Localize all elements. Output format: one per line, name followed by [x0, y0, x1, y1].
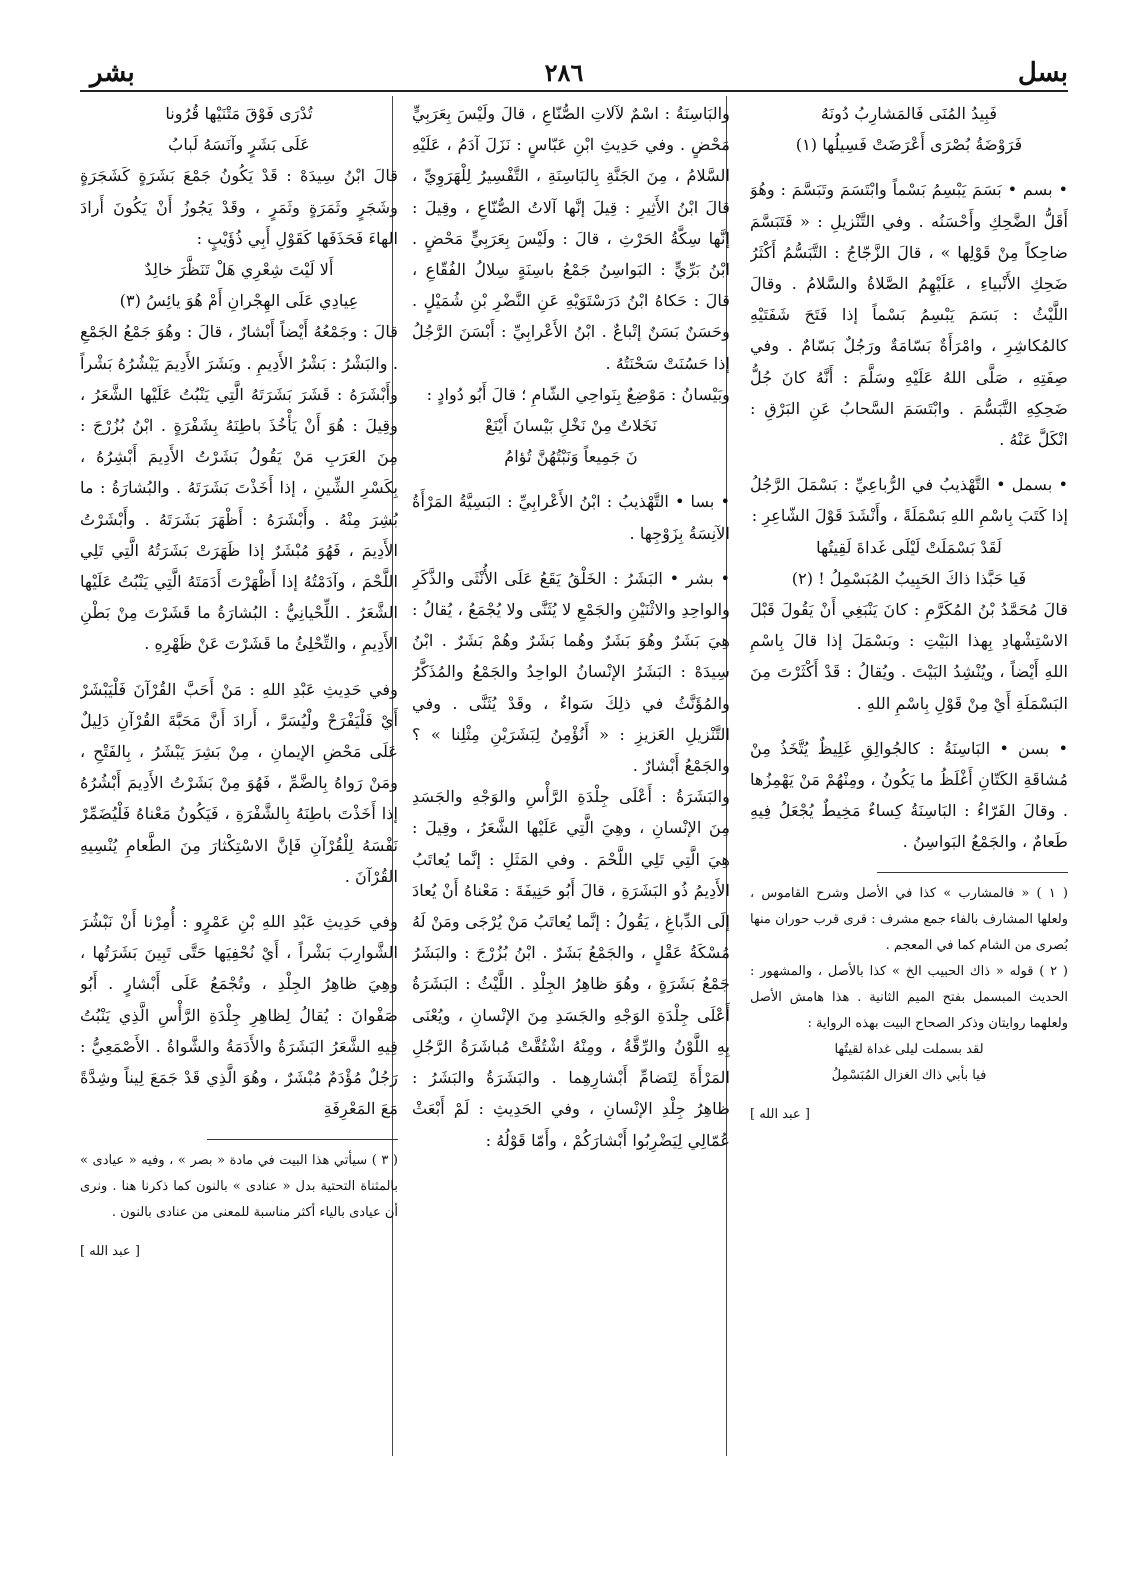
verse-line: فَرَوْضَةُ بُصْرَى أَعْرَضَتْ فَسِيلُها (١): [795, 135, 1023, 155]
footnote: ( ٣ ) سيأتي هذا البيت في مادة « بصر » ، وفيه « عيادى » بالمثناة التحتية بدل « عنادى » بالنون كما ذكرنا هنا . ونرى أن عيادى بالياء أكثر مناسبة للمعنى من عنادى بالنون .: [80, 1152, 398, 1220]
editor-signoff: [ عبد الله ]: [750, 1106, 810, 1122]
column-left: [80, 98, 398, 1458]
paragraph: والبَشَرَةُ : أَعْلَى جِلْدَةِ الرَّأْسِ والوَجْهِ والجَسَدِ مِنَ الإنْسانِ ، وهِيَ الَّتِي عَلَيْها الشَّعَرُ ، وقِيلَ : هِيَ الَّتِي تَلِي اللَّحْمَ . وفي المَثَلِ : إنَّما يُعاتَبُ الأَدِيمُ ذُو البَشَرَةِ ، قالَ أَبُو حَنِيفَةَ : مَعْناهُ أَنْ يُعادَ إلَى الدِّباغِ ، يَقُولُ : إنَّما يُعاتَبُ مَنْ يُرْجَى ومَنْ لَهُ مُسْكَةُ عَقْلٍ ، والجَمْعُ بَشَرٌ . ابْنُ بُزُرْجَ : والبَشَرُ جَمْعُ بَشَرَةٍ ، وهُوَ ظاهِرُ الجِلْدِ . اللَّيْثُ : البَشَرَةُ أَعْلَى جِلْدَةِ الوَجْهِ والجَسَدِ مِنَ الإنْسانِ ، ويُعْنَى بِهِ اللَّوْنُ والرِّقَّةُ ، ومِنْهُ اشْتُقَّتْ مُباشَرَةُ الرَّجُلِ المَرْأَةَ لِتَضامِّ أَبْشارِهِما . والبَشَرَةُ والبَشَرُ : ظاهِرُ جِلْدِ الإنْسانِ ، وفي الحَدِيثِ : لَمْ أَبْعَثْ عُمّالِي لِيَضْرِبُوا أَبْشارَكُمْ ، وأَمّا قَوْلُهُ :: [412, 787, 730, 1150]
page-number: ٢٨٦: [544, 58, 584, 87]
entry-bashar: • بشر • البَشَرُ : الخَلْقُ يَقَعُ عَلَى الأُنْثَى والذَّكَرِ والواحِدِ والاثْنَيْنِ والجَمْعِ لا يُثَنَّى ولا يُجْمَعُ ، يُقالُ : هِيَ بَشَرٌ وهُوَ بَشَرٌ وهُما بَشَرٌ وهُمْ بَشَرٌ . ابْنُ سِيدَهْ : البَشَرُ الإنْسانُ الواحِدُ والجَمْعُ والمُذَكَّرُ والمُؤَنَّثُ في ذلِكَ سَواءٌ ، وقَدْ يُثَنَّى . وفي التَّنْزيلِ العَزيزِ : « أَنُؤْمِنُ لِبَشَرَيْنِ مِثْلِنا » ؟ والجَمْعُ أَبْشارٌ .: [412, 568, 730, 776]
footnote: ( ٢ ) قوله « ذاك الحبيب الخ » كذا بالأصل ، والمشهور : الحديث المبسمل بفتح الميم الثانية . هذا هامش الأصل ولعلهما روايتان وذكر الصحاح البيت بهذه الرواية :: [750, 963, 1068, 1031]
column-right: [750, 98, 1068, 1458]
editor-signoff: [ عبد الله ]: [80, 1243, 140, 1259]
paragraph: قالَ ابْنُ سِيدَهْ : قَدْ يَكُونُ جَمْعَ بَشَرَةٍ كَشَجَرَةٍ وشَجَرٍ وثَمَرَةٍ وثَمَرٍ ، وقَدْ يَجُوزُ أَنْ يَكُونَ أَرادَ الهاءَ فَحَذَفَها كَقَوْلِ أَبِي ذُؤَيْبٍ :: [80, 166, 398, 248]
verse-line: نَخَلاتٌ مِنْ نَخْلِ بَيْسانَ أَيْنَعْ: [485, 416, 657, 436]
header-right-word: بسل: [1017, 58, 1068, 88]
verse-line: فَبِيدُ المُنَى فَالمَشارِبُ دُونَهُ: [820, 104, 998, 123]
entry-basn: • بسن • البَاسِنَةُ : كالجُوالِقِ غَلِيظٌ يُتَّخَذُ مِنْ مُشاقَةِ الكَتّانِ أَغْلَظُ ما يَكُونُ ، ومِنْهُمْ مَنْ يَهْمِزُها . وقالَ الفَرّاءُ : البَاسِنَةُ كِساءٌ مَخِيطٌ يُجْعَلُ فِيهِ طَعامٌ ، والجَمْعُ البَواسِنُ .: [750, 738, 1068, 852]
footnote-rule: [207, 1139, 398, 1140]
footnote: ( ١ ) « فالمشارب » كذا في الأصل وشرح القاموس ، ولعلها المشارف بالفاء جمع مشرف : قرى قرب حوران منها بُصرى من الشام كما في المعجم .: [750, 885, 1068, 953]
footnote-verse: فيا بأبي ذاك الغزال المُبَسْمِلُ: [831, 1067, 987, 1083]
footnote-rule: [877, 872, 1068, 873]
verse-line: نَ جَمِيعاً وَنَبْتُهُنَّ تُؤامُ: [504, 447, 638, 467]
verse-line: لَقَدْ بَسْمَلَتْ لَيْلَى غَداةَ لَقِيتُها: [816, 537, 1002, 557]
verse-line: أَلا لَيْتَ شِعْرِي هَلْ تَنَظَّرَ خالِدٌ: [144, 260, 334, 280]
verse-line: عَلَى بَشَرٍ وآنَسَهُ لَبابُ: [168, 135, 310, 155]
paragraph: وفي حَدِيثِ عَبْدِ اللهِ : مَنْ أَحَبَّ القُرْآنَ فَلْيَبْشَرْ أَيْ فَلْيَفْرَحْ ولْيُسَرَّ ، أَرادَ أَنَّ مَحَبَّةَ القُرْآنِ دَلِيلٌ عَلَى مَحْضِ الإيمانِ ، مِنْ بَشِرَ يَبْشَرُ ، بِالفَتْحِ ، ومَنْ رَواهُ بِالضَّمِّ ، فَهُوَ مِنْ بَشَرْتُ الأَدِيمَ أَبْشُرُهُ إذا أَخَذْتَ باطِنَهُ بِالشَّفْرَةِ ، فَيَكُونُ مَعْناهُ فَلْيُضَمِّرْ نَفْسَهُ لِلْقُرْآنِ فَإنَّ الاسْتِكْثارَ مِنَ الطَّعامِ يُنْسِيهِ القُرْآنَ .: [80, 679, 398, 886]
paragraph: والبَاسِنَةُ : اسْمٌ لآلاتِ الصُّنّاعِ ، قالَ ولَيْسَ بِعَرَبِيٍّ مَحْضٍ . وفي حَدِيثِ ابْنِ عَبّاسٍ : نَزَلَ آدَمُ ، عَلَيْهِ السَّلامُ ، مِنَ الجَنَّةِ بِالبَاسِنَةِ ، التَّفْسِيرُ لِلْهَرَوِيِّ ، قالَ ابْنُ الأَثِيرِ : قِيلَ إنَّها آلاتُ الصُّنّاعِ ، وقِيلَ : إنَّها سِكَّةُ الحَرْثِ ، قالَ : ولَيْسَ بِعَرَبِيٍّ مَحْضٍ . ابْنُ بَرِّيٍّ : البَواسِنُ جَمْعُ باسِنَةٍ سِلالُ الفُقّاعِ ، قالَ : حَكاهُ ابْنُ دَرَسْتَوَيْهِ عَنِ النَّضْرِ بْنِ شُمَيْلٍ . وحَسَنٌ بَسَنٌ إتْباعٌ . ابْنُ الأَعْرابِيِّ : أَبْسَنَ الرَّجُلُ إذا حَسُنَتْ سَحْنَتُهُ .: [412, 104, 730, 373]
entry-basm: • بسم • بَسَمَ يَبْسِمُ بَسْماً وابْتَسَمَ وتَبَسَّمَ : وهُوَ أَقَلُّ الضَّحِكِ وأَحْسَنُه . وفي التَّنْزيلِ : « فَتَبَسَّمَ ضاحِكاً مِنْ قَوْلِها » ، قالَ الزَّجّاجُ : التَّبَسُّمُ أَكْثَرُ ضَحِكِ الأَنْبياءِ ، عَلَيْهِمُ الصَّلاةُ والسَّلامُ . وقالَ اللَّيْثُ : بَسَمَ يَبْسِمُ بَسْماً إذا فَتَحَ شَفَتَيْهِ كالمُكاشِرِ ، وامْرَأَةٌ بَسّامَةٌ ورَجُلٌ بَسّامٌ . وفي صِفَتِهِ ، صَلَّى اللهُ عَلَيْهِ وسَلَّمَ : أَنَّهُ كانَ جُلُّ ضَحِكِهِ التَّبَسُّمَ . وابْتَسَمَ السَّحابُ عَنِ البَرْقِ : انْكَلَّ عَنْهُ .: [750, 180, 1068, 450]
column-middle: [412, 98, 730, 1458]
paragraph: وفي حَدِيثِ عَبْدِ اللهِ بْنِ عَمْرٍو : أُمِرْنا أَنْ نَبْشُرَ الشَّوارِبَ بَشْراً ، أَيْ نُحْفِيَها حَتَّى تَبِينَ بَشَرَتُها ، وهِيَ ظاهِرُ الجِلْدِ ، وتُجْمَعُ عَلَى أَبْشارٍ . أَبُو صَفْوانَ : يُقالُ لِظاهِرِ جِلْدَةِ الرَّأْسِ الَّذِي يَنْبُتُ فِيهِ الشَّعَرُ البَشَرَةُ والأَدَمَةُ والشَّواةُ . الأَصْمَعِيُّ : رَجُلٌ مُؤْدَمٌ مُبْشَرٌ ، وهُوَ الَّذِي قَدْ جَمَعَ لِيناً وشِدَّةً مَعَ المَعْرِفَةِ: [80, 912, 398, 1119]
verse-line: تُدْرَى فَوْقَ مَتْنَيْها قُرُونا: [165, 104, 313, 123]
header-left-word: بشر: [90, 58, 135, 88]
entry-basa: • بسا • التَّهْذيبُ : ابْنُ الأَعْرابِيِّ : البَسِيَّةُ المَرْأَةُ الآنِسَةُ بِزَوْجِها .: [412, 492, 730, 543]
header-rule: [80, 90, 1068, 92]
footnote-verse: لقد بسملت ليلى غداة لقيتُها: [834, 1041, 984, 1057]
entry-basmal: • بسمل • التَّهْذيبُ في الرُّباعِيِّ : بَسْمَلَ الرَّجُلُ إذا كَتَبَ بِاسْمِ اللهِ بَسْمَلَةً ، وأَنْشَدَ قَوْلَ الشّاعِرِ :: [750, 475, 1068, 526]
paragraph: وبَيْسانُ : مَوْضِعٌ بِنَواحِي الشّامِ ؛ قالَ أَبُو دُوادٍ :: [426, 384, 730, 404]
paragraph: قالَ : وجَمْعُهُ أَيْضاً أَبْشارٌ ، قالَ : وهُوَ جَمْعُ الجَمْعِ . والبَشْرُ : بَشْرُ الأَدِيمِ . وبَشَرَ الأَدِيمَ يَبْشُرُهُ بَشْراً وأَبْشَرَهُ : قَشَرَ بَشَرَتَهُ الَّتِي يَنْبُتُ عَلَيْها الشَّعَرُ ، وقِيلَ : هُوَ أَنْ يَأْخُذَ باطِنَهُ بِشَفْرَةٍ . ابْنُ بُزُرْجَ : مِنَ العَرَبِ مَنْ يَقُولُ بَشَرْتُ الأَدِيمَ أَبْشِرُهُ ، بِكَسْرِ الشِّينِ ، إذا أَخَذْتَ بَشَرَتَهُ . والبُشارَةُ : ما بُشِرَ مِنْهُ . وأَبْشَرَهُ : أَظْهَرَ بَشَرَتَهُ . وأَبْشَرْتُ الأَدِيمَ ، فَهُوَ مُبْشَرٌ إذا ظَهَرَتْ بَشَرَتُهُ الَّتِي تَلِي اللَّحْمَ ، وآدَمْتُهُ إذا أَظْهَرْتَ أَدَمَتَهُ الَّتِي يَنْبُتُ عَلَيْها الشَّعَرُ . اللِّحْيانِيُّ : البُشارَةُ ما قَشَرْتَ مِنْ بَطْنِ الأَدِيمِ ، والتِّحْلِئُ ما قَشَرْتَ عَنْ ظَهْرِهِ .: [80, 322, 398, 654]
verse-line: عِيادِي عَلَى الهِجْرانِ أَمْ هُوَ يائِسُ (٣): [119, 291, 359, 311]
paragraph: قالَ مُحَمَّدُ بْنُ المُكَرَّمِ : كانَ يَنْبَغِي أَنْ يَقُولَ قَبْلَ الاسْتِشْهادِ بِهذا البَيْتِ : وبَسْمَلَ إذا قالَ بِاسْمِ اللهِ أَيْضاً ، ويُنْشِدُ البَيْتَ . ويُقالُ : قَدْ أَكْثَرْتَ مِنَ البَسْمَلَةِ أَيْ مِنْ قَوْلِ بِاسْمِ اللهِ .: [750, 600, 1068, 713]
verse-line: فَيا حَبَّذا ذاكَ الحَبِيبُ المُبَسْمِلُ ! (٢): [791, 568, 1027, 588]
